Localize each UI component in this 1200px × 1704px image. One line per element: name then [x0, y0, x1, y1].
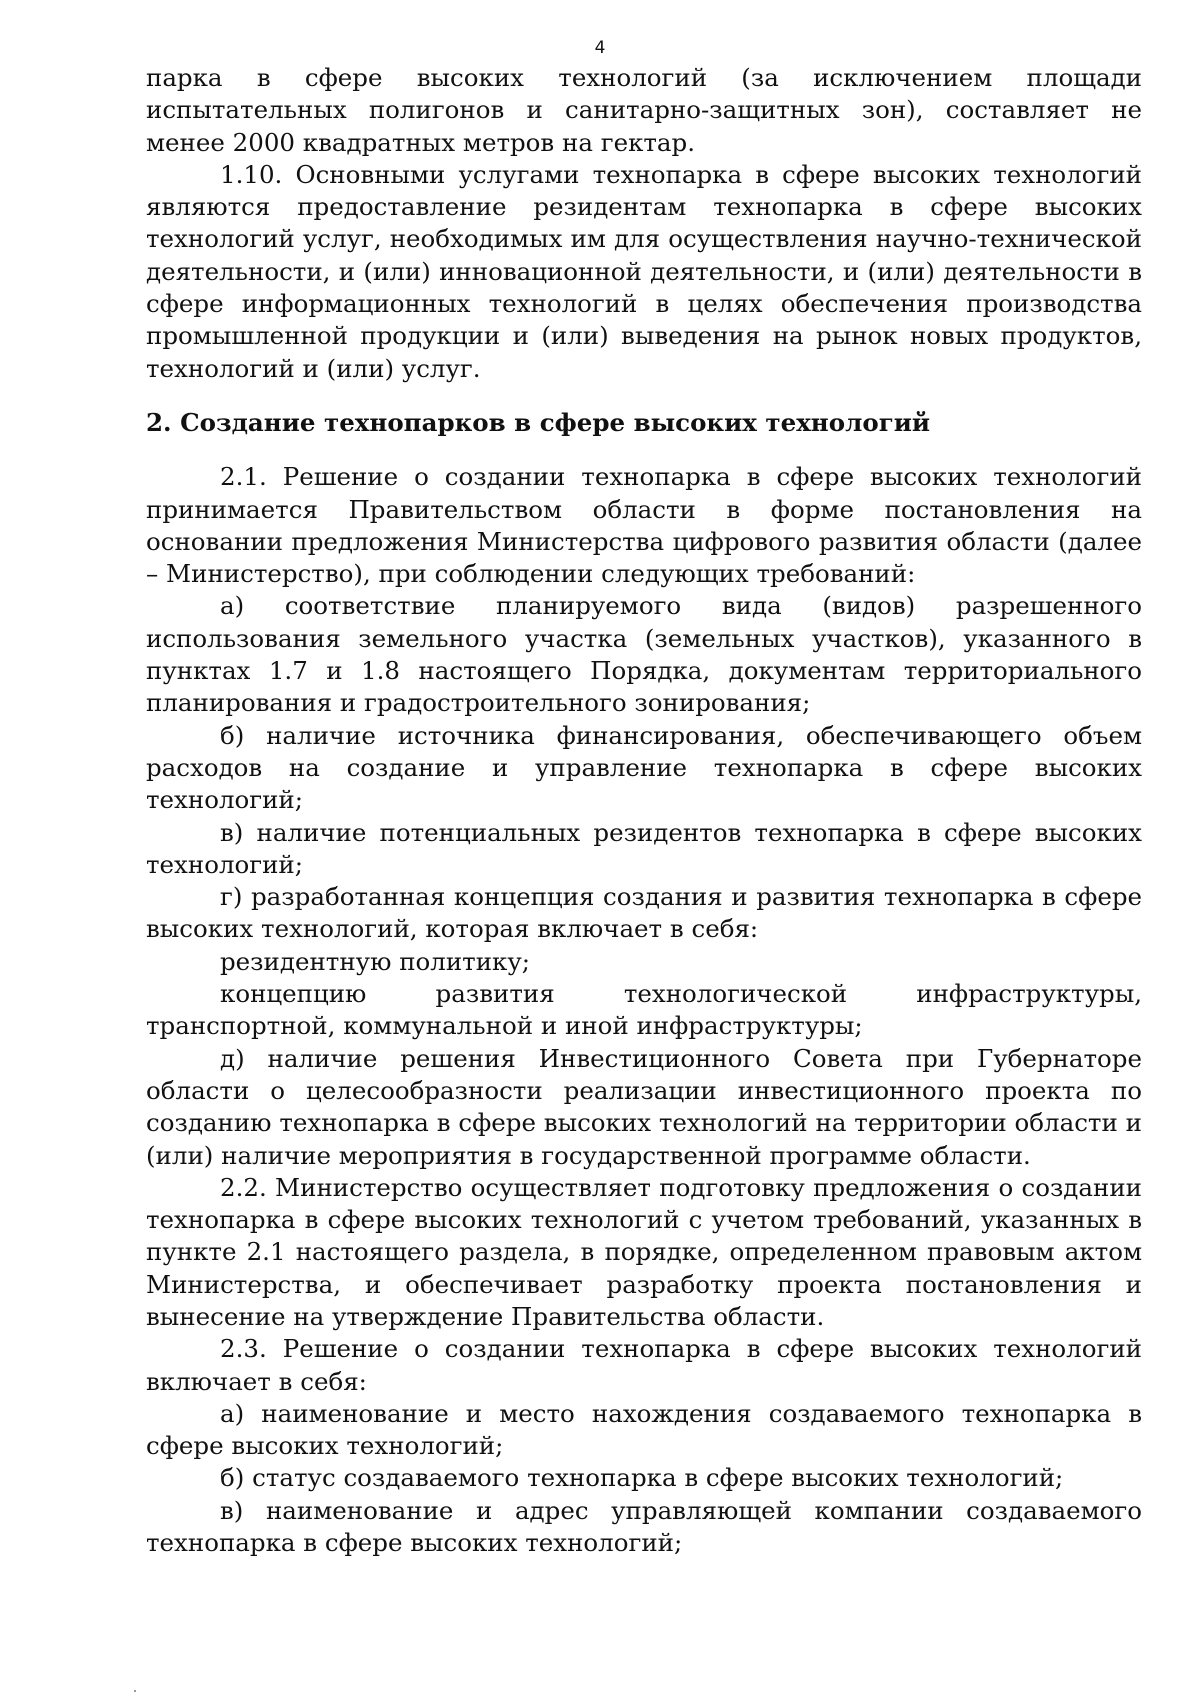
list-subitem-resident-policy: резидентную политику; [220, 946, 531, 976]
list-item-2-3-v: в) наименование и адрес управляющей компании создаваемого технопарка в сфере высоких технологий; [146, 1495, 1142, 1558]
list-item-2-1-a: а) соответствие планируемого вида (видов) разрешенного использования земельного участка (земельных участков), указанного в пунктах 1.7 и 1.8 настоящего Порядка, документам территориального планирования и градостроительного зонирования; [146, 591, 1142, 718]
page-number: 4 [594, 38, 606, 58]
list-subitem-infrastructure: концепцию развития технологической инфраструктуры, транспортной, коммунальной и иной инфраструктуры; [146, 979, 1142, 1041]
paragraph-continuation: парка в сфере высоких технологий (за исключением площади испытательных полигонов и санитарно-защитных зон), составляет не менее 2000 квадратных метров на гектар. [146, 63, 1142, 157]
paragraph-1-10: 1.10. Основными услугами технопарка в сфере высоких технологий являются предоставление резидентам технопарка в сфере высоких технологий услуг, необходимых им для осуществления научно-технической деятельности, и (или) инновационной деятельности, и (или) деятельности в сфере информационных технологий в целях обеспечения производства промышленной продукции и (или) выведения на рынок новых продуктов, технологий и (или) услуг. [146, 159, 1142, 383]
document-body [146, 62, 1142, 1559]
list-item-2-3-a: а) наименование и место нахождения создаваемого технопарка в сфере высоких технологий; [146, 1398, 1142, 1461]
paragraph-2-3: 2.3. Решение о создании технопарка в сфере высоких технологий включает в себя: [146, 1334, 1142, 1396]
scan-speck [134, 1690, 136, 1692]
list-item-2-1-d: д) наличие решения Инвестиционного Совета при Губернаторе области о целесообразности реализации инвестиционного проекта по созданию технопарка в сфере высоких технологий на территории области и (или) наличие мероприятия в государственной программе области. [146, 1043, 1142, 1170]
list-item-2-3-b: б) статус создаваемого технопарка в сфере высоких технологий; [220, 1463, 1064, 1493]
paragraph-2-2: 2.2. Министерство осуществляет подготовку предложения о создании технопарка в сфере высоких технологий с учетом требований, указанных в пункте 2.1 настоящего раздела, в порядке, определенном правовым актом Министерства, и обеспечивает разработку проекта постановления и вынесение на утверждение Правительства области. [146, 1172, 1142, 1331]
list-item-2-1-g: г) разработанная концепция создания и развития технопарка в сфере высоких технологий, которая включает в себя: [146, 882, 1142, 944]
paragraph-2-1: 2.1. Решение о создании технопарка в сфере высоких технологий принимается Правительством области в форме постановления на основании предложения Министерства цифрового развития области (далее – Министерство), при соблюдении следующих требований: [146, 462, 1142, 589]
list-item-2-1-v: в) наличие потенциальных резидентов технопарка в сфере высоких технологий; [146, 817, 1142, 879]
section-heading: 2. Создание технопарков в сфере высоких технологий [146, 407, 931, 437]
list-item-2-1-b: б) наличие источника финансирования, обеспечивающего объем расходов на создание и управление технопарка в сфере высоких технологий; [146, 720, 1142, 815]
